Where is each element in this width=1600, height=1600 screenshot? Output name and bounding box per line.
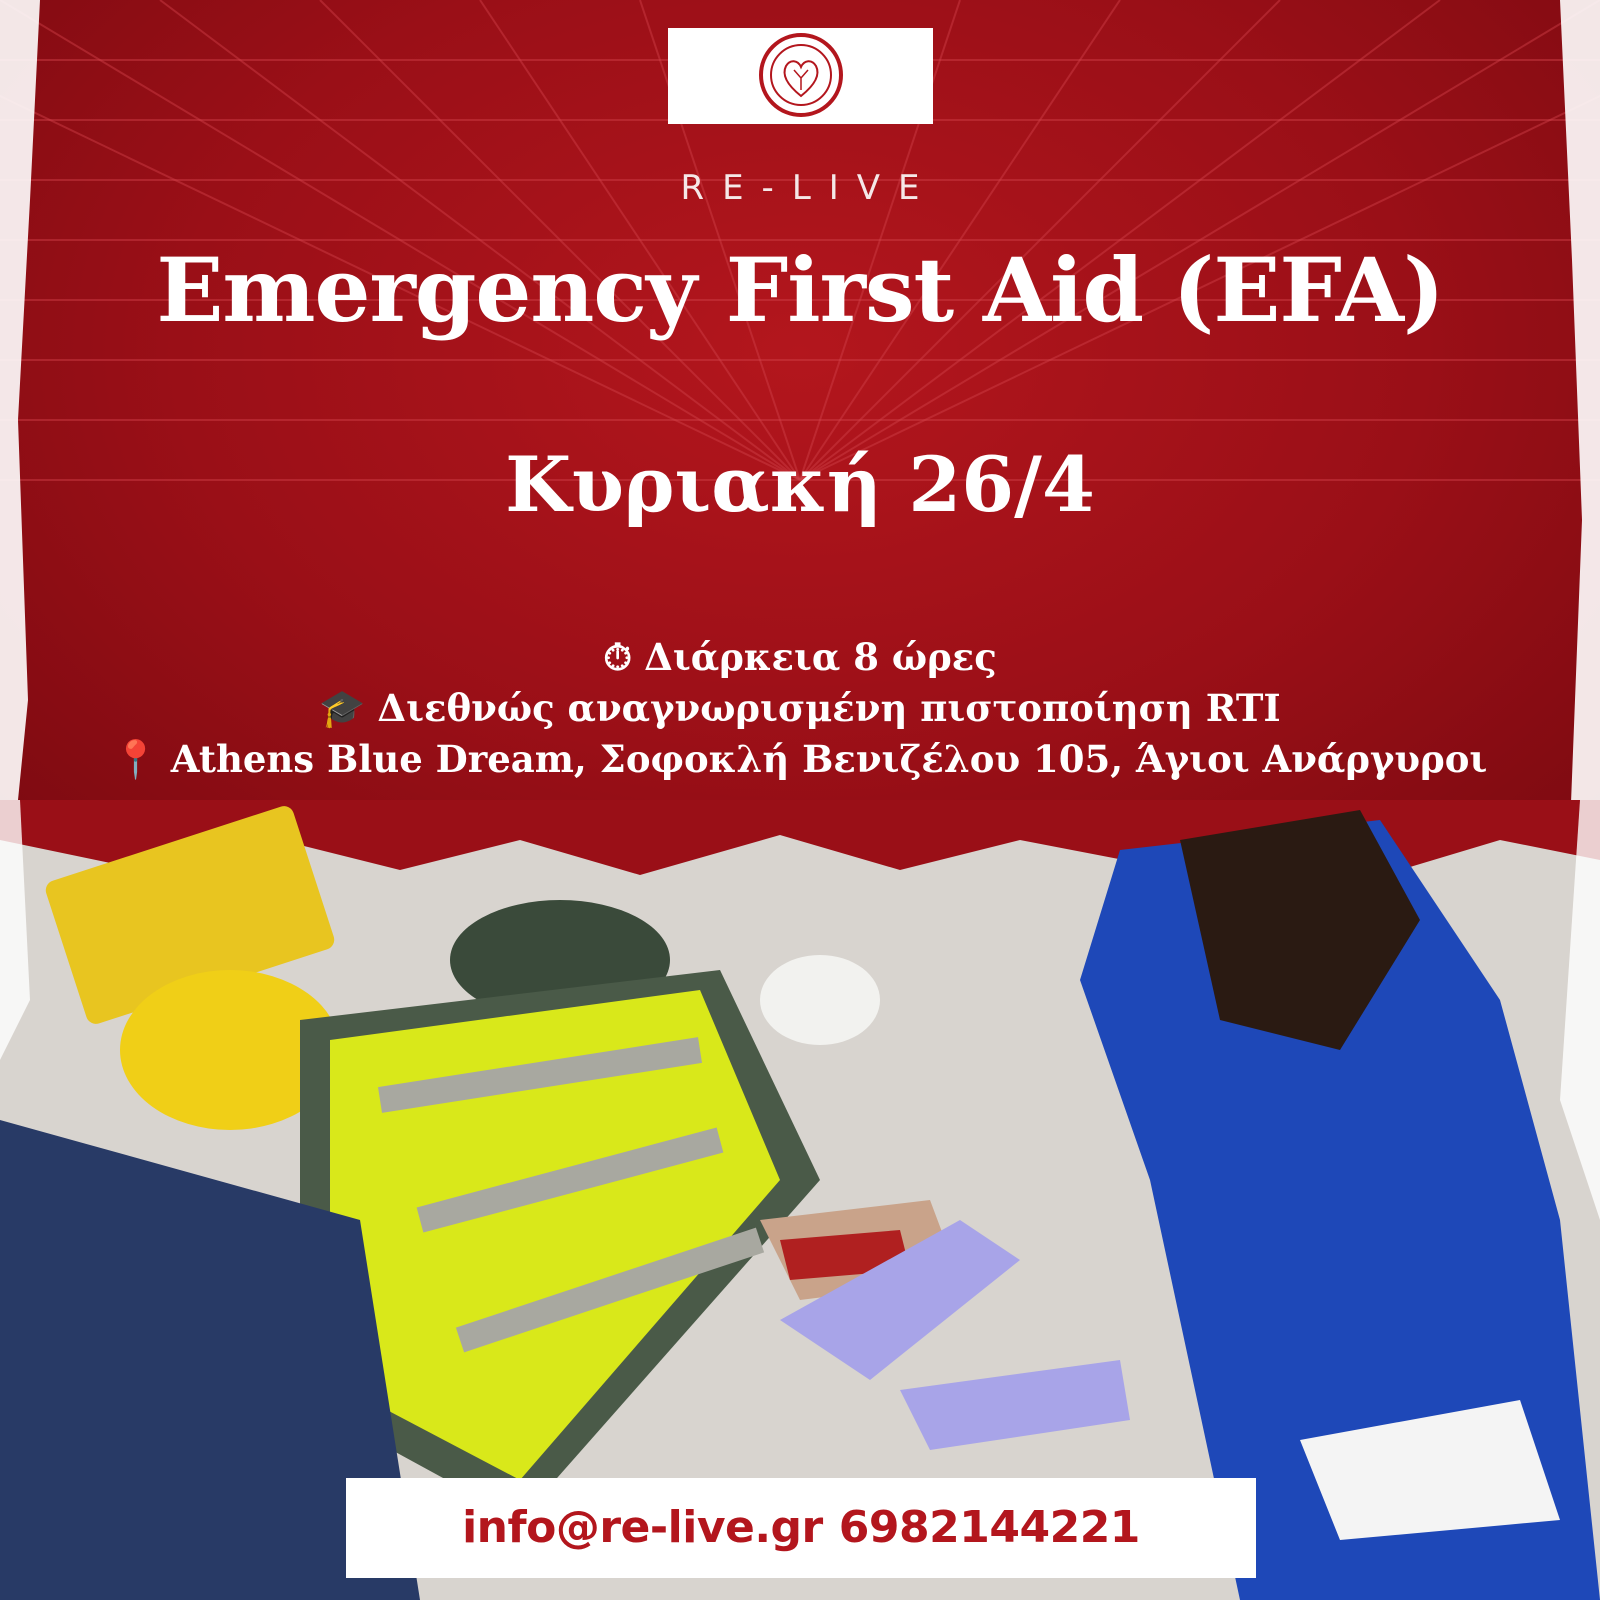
contact-phone[interactable]: 6982144221 — [838, 1502, 1140, 1553]
detail-certification-text: Διεθνώς αναγνωρισμένη πιστοποίηση RTI — [377, 686, 1281, 730]
map-pin-icon: 📍 — [112, 738, 159, 781]
detail-certification — [0, 683, 1600, 734]
page-title: Emergency First Aid (EFA) — [156, 238, 1444, 342]
contact-bar — [346, 1478, 1256, 1578]
logo-box — [668, 28, 933, 124]
detail-location-text: Athens Blue Dream, Σοφοκλή Βενιζέλου 105, Άγιοι Ανάργυροι — [170, 737, 1488, 781]
detail-location — [0, 734, 1600, 785]
brand-name: RE-LIVE — [680, 168, 938, 208]
detail-duration-text: Διάρκεια 8 ώρες — [644, 635, 997, 679]
contact-email[interactable]: info@re-live.gr — [462, 1502, 823, 1553]
detail-duration — [0, 632, 1600, 683]
graduation-cap-icon: 🎓 — [319, 687, 366, 730]
event-date: Κυριακή 26/4 — [505, 440, 1095, 529]
relive-logo — [756, 30, 846, 120]
stopwatch-icon: ⏱ — [603, 636, 633, 679]
event-details — [0, 632, 1600, 785]
